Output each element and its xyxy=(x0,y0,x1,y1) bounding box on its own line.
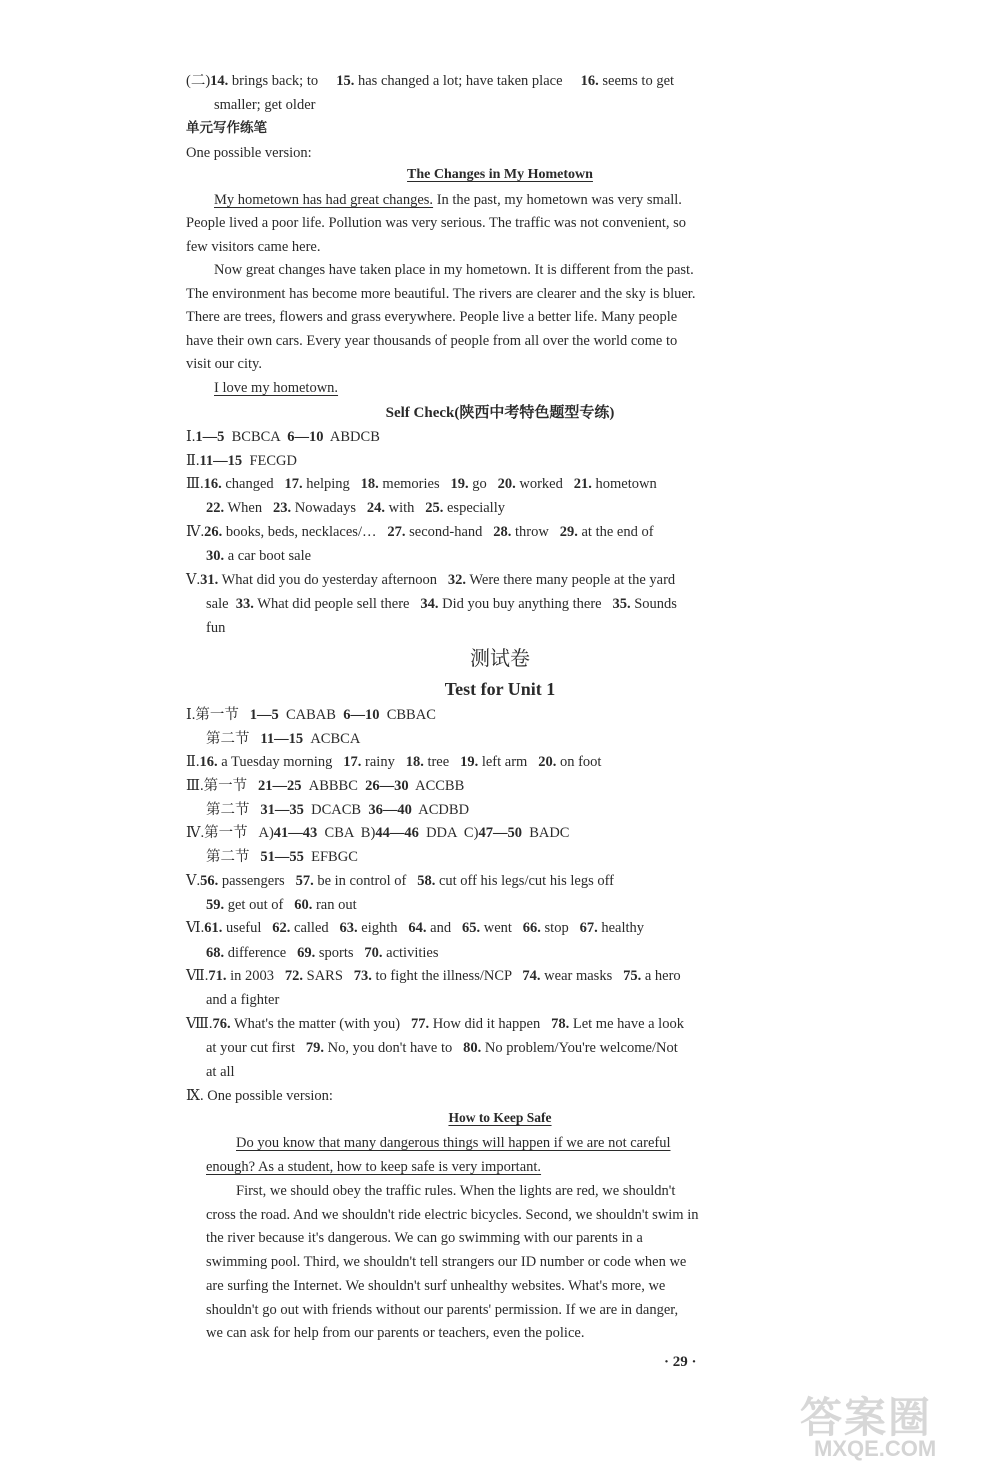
item-number: 51—55 xyxy=(260,849,304,865)
answer-line xyxy=(186,705,436,725)
answer-text: Ⅰ.第一节 xyxy=(186,707,250,723)
essay-paragraph-line: enough? As a student, how to keep safe is very important. xyxy=(206,1159,542,1175)
answer-line xyxy=(186,966,681,986)
item-number: 33. xyxy=(235,596,254,612)
answer-text: in 2003 xyxy=(226,968,285,984)
answer-text: changed xyxy=(221,476,285,492)
essay-paragraph-line xyxy=(214,190,682,210)
item-number: 62. xyxy=(272,920,291,936)
answer-text: Did you buy anything there xyxy=(438,596,613,612)
answer-line xyxy=(206,800,469,820)
essay-intro: One possible version: xyxy=(186,145,312,161)
answer-line xyxy=(186,871,614,891)
answer-text: Nowadays xyxy=(291,500,367,516)
answer-text: Ⅴ. xyxy=(186,873,201,889)
item-number: 32. xyxy=(447,572,467,588)
answer-text: called xyxy=(290,920,340,936)
item-number: 63. xyxy=(339,920,358,936)
essay-paragraph-line: cross the road. And we shouldn't ride electric bicycles. Second, we shouldn't swim in xyxy=(206,1207,699,1223)
answer-text: helping xyxy=(302,476,361,492)
answer-text: activities xyxy=(382,945,439,961)
item-number: 21—25 xyxy=(257,778,302,794)
answer-text: sports xyxy=(315,945,365,961)
answer-line xyxy=(206,729,360,749)
answer-text: Ⅱ. xyxy=(186,754,200,770)
item-number: 6—10 xyxy=(343,707,380,723)
essay-paragraph-line: the river because it's dangerous. We can go swimming with our parents in a xyxy=(206,1230,643,1246)
item-number: 61. xyxy=(204,920,223,936)
item-number: 77. xyxy=(410,1016,430,1032)
essay-paragraph-line: few visitors came here. xyxy=(186,239,321,255)
item-number: 14. xyxy=(210,73,232,89)
item-number: 44—46 xyxy=(375,825,419,841)
item-number: 30. xyxy=(206,548,225,564)
answer-text: Ⅳ. xyxy=(186,524,205,540)
item-number: 60. xyxy=(294,897,313,913)
item-number: 76. xyxy=(212,1016,231,1032)
answer-text: cut off his legs/cut his legs off xyxy=(435,873,614,889)
section-heading: 单元写作练笔 xyxy=(186,120,267,136)
answer-text: worked xyxy=(515,476,574,492)
answer-line xyxy=(206,990,279,1010)
answer-text: FECGD xyxy=(242,453,297,469)
answer-text: Ⅵ. xyxy=(186,920,205,936)
answer-text: Ⅰ. xyxy=(186,429,196,445)
answer-text: Sounds xyxy=(630,596,677,612)
essay-paragraph-line: People lived a poor life. Pollution was very serious. The traffic was not convenient, so xyxy=(186,215,687,231)
item-number: 75. xyxy=(623,968,642,984)
item-number: 16. xyxy=(562,73,603,89)
answer-text: throw xyxy=(511,524,560,540)
item-number: 17. xyxy=(284,476,303,492)
answer-text: on foot xyxy=(556,754,602,770)
item-number: 15. xyxy=(318,73,358,89)
answer-line xyxy=(186,1014,684,1034)
item-number: 27. xyxy=(387,524,406,540)
item-number: 18. xyxy=(360,476,379,492)
answer-text: BCBCA xyxy=(224,429,288,445)
item-number: 26. xyxy=(204,524,223,540)
item-number: 47—50 xyxy=(478,825,522,841)
answer-text: ABBBC xyxy=(301,778,366,794)
answer-line xyxy=(206,1062,235,1082)
answer-line xyxy=(186,776,464,796)
item-number: 36—40 xyxy=(368,802,412,818)
item-number: 20. xyxy=(497,476,516,492)
answer-text: left arm xyxy=(478,754,539,770)
answer-text: tree xyxy=(423,754,461,770)
essay-title: The Changes in My Hometown xyxy=(407,167,593,182)
watermark-url: MXQE.COM xyxy=(814,1436,937,1461)
answer-text: at all xyxy=(206,1064,235,1080)
answer-text: at the end of xyxy=(577,524,654,540)
essay-paragraph-line: swimming pool. Third, we shouldn't tell strangers our ID number or code when we xyxy=(206,1254,687,1270)
answer-text: Were there many people at the yard xyxy=(466,572,676,588)
essay-title: How to Keep Safe xyxy=(448,1110,552,1125)
item-number: 22. xyxy=(206,500,225,516)
answer-text: a Tuesday morning xyxy=(217,754,344,770)
item-number: 28. xyxy=(493,524,512,540)
answer-text: 第二节 xyxy=(206,731,261,747)
item-number: 25. xyxy=(425,500,444,516)
answer-text: BADC xyxy=(521,825,570,841)
essay-paragraph-line: There are trees, flowers and grass everywhere. People live a better life. Many people xyxy=(186,309,678,325)
item-number: 70. xyxy=(364,945,383,961)
answer-line xyxy=(206,943,439,963)
essay-closing: I love my hometown. xyxy=(214,380,339,396)
answer-text: CABAB xyxy=(278,707,344,723)
item-number: 34. xyxy=(420,596,439,612)
answer-text: passengers xyxy=(218,873,296,889)
answer-text: Ⅶ. xyxy=(186,968,209,984)
page-number: · 29 · xyxy=(664,1354,697,1370)
answer-text: Let me have a look xyxy=(569,1016,684,1032)
answer-text: and a fighter xyxy=(206,992,280,1008)
item-number: 35. xyxy=(612,596,631,612)
item-number: 57. xyxy=(295,873,314,889)
answer-text: has changed a lot; have taken place xyxy=(357,73,563,89)
answer-text: ABDCB xyxy=(323,429,380,445)
item-number: 78. xyxy=(551,1016,570,1032)
item-number: 73. xyxy=(353,968,372,984)
answer-text: be in control of xyxy=(313,873,418,889)
item-number: 11—15 xyxy=(260,731,304,747)
item-number: 23. xyxy=(273,500,292,516)
item-number: 31—35 xyxy=(260,802,304,818)
answer-text: go xyxy=(468,476,498,492)
thesis-sentence: My hometown has had great changes. xyxy=(214,192,434,208)
answer-line xyxy=(186,474,657,494)
answer-text: What's the matter (with you) xyxy=(230,1016,411,1032)
answer-text: wear masks xyxy=(540,968,624,984)
item-number: 66. xyxy=(522,920,541,936)
item-number: 31. xyxy=(200,572,219,588)
item-number: 16. xyxy=(203,476,222,492)
item-number: 64. xyxy=(408,920,427,936)
essay-paragraph-line: we can ask for help from our parents or teachers, even the police. xyxy=(206,1325,585,1341)
answer-text: Ⅷ. xyxy=(186,1016,213,1032)
item-number: 79. xyxy=(305,1040,324,1056)
item-number: 56. xyxy=(200,873,219,889)
item-number: 19. xyxy=(460,754,479,770)
answer-text: brings back; to xyxy=(231,73,319,89)
answer-line xyxy=(206,847,358,867)
answer-text: useful xyxy=(222,920,273,936)
answer-text: Ⅲ. xyxy=(186,476,204,492)
answer-text: ran out xyxy=(312,897,357,913)
essay-paragraph-line: shouldn't go out with friends without our parents' permission. If we are in danger, xyxy=(206,1302,679,1318)
essay-text: In the past, my hometown was very small. xyxy=(433,192,682,208)
essay-paragraph-line: First, we should obey the traffic rules. When the lights are red, we shouldn't xyxy=(236,1183,676,1199)
answer-text: stop xyxy=(540,920,580,936)
answer-text: DCACB xyxy=(303,802,369,818)
answer-text: fun xyxy=(206,620,226,636)
answer-text: Ⅱ. xyxy=(186,453,200,469)
item-number: 6—10 xyxy=(287,429,324,445)
answer-text: (二) xyxy=(186,73,211,89)
item-number: 65. xyxy=(461,920,481,936)
item-number: 29. xyxy=(559,524,578,540)
answer-text: How did it happen xyxy=(429,1016,552,1032)
answer-line xyxy=(186,451,297,471)
watermark-logo: 答案圈 xyxy=(800,1394,933,1441)
answer-text: What did you do yesterday afternoon xyxy=(218,572,448,588)
answer-text: second-hand xyxy=(405,524,494,540)
answer-line xyxy=(186,522,654,542)
answer-text: difference xyxy=(224,945,298,961)
answer-line xyxy=(206,618,225,638)
answer-text: and xyxy=(426,920,462,936)
essay-paragraph-line: visit our city. xyxy=(186,356,262,372)
answer-line xyxy=(186,1086,333,1106)
answer-text: healthy xyxy=(597,920,645,936)
answer-line xyxy=(206,498,505,518)
answer-text: with xyxy=(384,500,426,516)
item-number: 17. xyxy=(343,754,362,770)
answer-text: get out of xyxy=(224,897,295,913)
item-number: 21. xyxy=(573,476,592,492)
item-number: 1—5 xyxy=(195,429,225,445)
item-number: 20. xyxy=(538,754,557,770)
essay-paragraph-line: The environment has become more beautiful. The rivers are clearer and the sky is bluer. xyxy=(186,286,696,302)
answer-text: a hero xyxy=(641,968,681,984)
answer-text: hometown xyxy=(591,476,657,492)
answer-text: rainy xyxy=(361,754,406,770)
item-number: 18. xyxy=(405,754,424,770)
answer-text: sale xyxy=(206,596,236,612)
item-number: 68. xyxy=(206,945,225,961)
essay-paragraph-line: Now great changes have taken place in my hometown. It is different from the past. xyxy=(214,262,694,278)
answer-text: seems to get xyxy=(602,73,675,89)
self-check-title: Self Check(陕西中考特色题型专练) xyxy=(385,405,615,421)
answer-text: CBA B) xyxy=(317,825,376,841)
answer-text: Ⅲ.第一节 xyxy=(186,778,258,794)
item-number: 74. xyxy=(522,968,541,984)
answer-text: eighth xyxy=(357,920,409,936)
answer-line xyxy=(186,918,644,938)
answer-line xyxy=(186,823,569,843)
item-number: 72. xyxy=(284,968,303,984)
answer-text: books, beds, necklaces/… xyxy=(222,524,388,540)
answer-text: ACBCA xyxy=(303,731,361,747)
answer-text: 第二节 xyxy=(206,849,261,865)
answer-line xyxy=(186,752,601,772)
answer-text: went xyxy=(480,920,523,936)
answer-text: Ⅸ. One possible version: xyxy=(186,1088,333,1104)
test-heading: 测试卷 xyxy=(470,646,530,670)
answer-line xyxy=(206,546,311,566)
answer-text: ACCBB xyxy=(408,778,465,794)
item-number: 11—15 xyxy=(199,453,243,469)
item-number: 67. xyxy=(579,920,598,936)
answer-text: No, you don't have to xyxy=(324,1040,464,1056)
item-number: 16. xyxy=(199,754,218,770)
answer-text: Ⅳ.第一节 A) xyxy=(186,825,274,841)
item-number: 19. xyxy=(450,476,469,492)
item-number: 1—5 xyxy=(249,707,279,723)
answer-text: at your cut first xyxy=(206,1040,306,1056)
answer-text: Ⅴ. xyxy=(186,572,201,588)
answer-line xyxy=(186,570,675,590)
item-number: 80. xyxy=(463,1040,482,1056)
essay-paragraph-line: have their own cars. Every year thousands of people from all over the world come to xyxy=(186,333,678,349)
answer-text: What did people sell there xyxy=(253,596,421,612)
answer-text: DDA C) xyxy=(418,825,479,841)
answer-text: to fight the illness/NCP xyxy=(371,968,523,984)
item-number: 71. xyxy=(208,968,227,984)
answer-line xyxy=(186,71,674,91)
item-number: 41—43 xyxy=(273,825,318,841)
answer-text: EFBGC xyxy=(303,849,358,865)
item-number: 24. xyxy=(366,500,385,516)
answer-line xyxy=(206,1038,678,1058)
answer-text: especially xyxy=(443,500,505,516)
test-title: Test for Unit 1 xyxy=(444,679,556,699)
item-number: 26—30 xyxy=(365,778,409,794)
answer-text: ACDBD xyxy=(411,802,470,818)
answer-text: When xyxy=(224,500,273,516)
essay-paragraph-line: Do you know that many dangerous things will happen if we are not careful xyxy=(236,1135,671,1151)
answer-text: CBBAC xyxy=(379,707,436,723)
item-number: 59. xyxy=(206,897,225,913)
answer-text: memories xyxy=(378,476,451,492)
answer-text: SARS xyxy=(303,968,354,984)
answer-text: 第二节 xyxy=(206,802,261,818)
answer-text: No problem/You're welcome/Not xyxy=(481,1040,678,1056)
item-number: 58. xyxy=(417,873,436,889)
essay-paragraph-line: are surfing the Internet. We shouldn't surf unhealthy websites. What's more, we xyxy=(206,1278,666,1294)
answer-text: a car boot sale xyxy=(224,548,312,564)
item-number: 69. xyxy=(297,945,316,961)
answer-line xyxy=(186,427,380,447)
answer-line: smaller; get older xyxy=(214,97,316,113)
answer-line xyxy=(206,594,677,614)
answer-line xyxy=(206,895,357,915)
